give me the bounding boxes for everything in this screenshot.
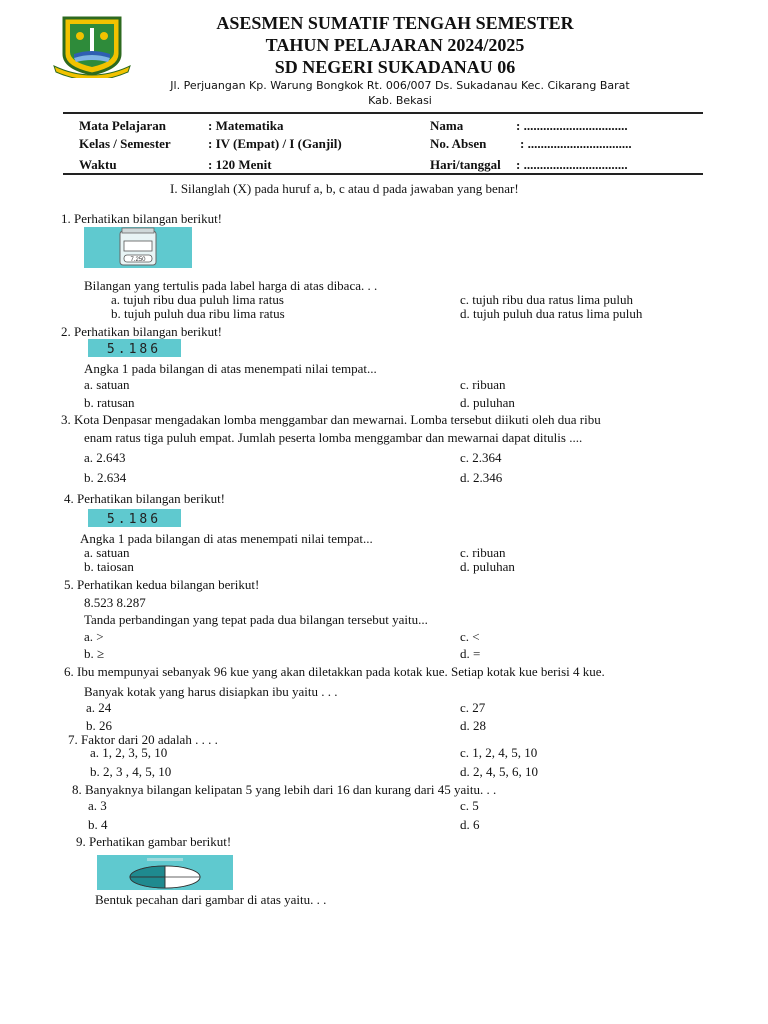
question-7-option-a[interactable]: a. 1, 2, 3, 5, 10	[90, 745, 168, 760]
price-label-picture	[84, 227, 192, 268]
class-label: Kelas / Semester	[79, 136, 171, 151]
absen-field[interactable]: : ................................	[520, 136, 632, 151]
school-logo	[52, 14, 132, 78]
question-4-text: 4. Perhatikan bilangan berikut!	[64, 491, 226, 506]
question-7-text: 7. Faktor dari 20 adalah . . . .	[68, 732, 218, 747]
question-6-text: 6. Ibu mempunyai sebanyak 96 kue yang akan diletakkan pada kotak kue. Setiap kotak kue berisi 4 kue.	[64, 664, 605, 679]
question-2-stem: Angka 1 pada bilangan di atas menempati nilai tempat...	[84, 361, 377, 376]
academic-year: TAHUN PELAJARAN 2024/2025	[265, 35, 525, 55]
number-picture-value: 5.186	[106, 342, 162, 357]
question-3-text: 3. Kota Denpasar mengadakan lomba menggambar dan mewarnai. Lomba tersebut diikuti oleh dua ribu	[61, 412, 601, 427]
question-3-option-a[interactable]: a. 2.643	[84, 450, 126, 465]
question-5-option-c[interactable]: c. <	[460, 629, 480, 644]
question-8-option-d[interactable]: d. 6	[460, 817, 480, 832]
question-3-option-d[interactable]: d. 2.346	[460, 470, 503, 485]
question-9-text: 9. Perhatikan gambar berikut!	[76, 834, 232, 849]
question-7-option-b[interactable]: b. 2, 3 , 4, 5, 10	[90, 764, 172, 779]
question-5-option-d[interactable]: d. =	[460, 646, 481, 661]
question-5-stem: Tanda perbandingan yang tepat pada dua bilangan tersebut yaitu...	[84, 612, 428, 627]
question-3-option-c[interactable]: c. 2.364	[460, 450, 502, 465]
question-5-option-a[interactable]: a. >	[84, 629, 104, 644]
question-6-option-a[interactable]: a. 24	[86, 700, 112, 715]
school-address: Jl. Perjuangan Kp. Warung Bongkok Rt. 006/007 Ds. Sukadanau Kec. Cikarang Barat	[170, 79, 630, 92]
name-field[interactable]: : ................................	[516, 118, 628, 133]
question-3-text-cont: enam ratus tiga puluh empat. Jumlah peserta lomba menggambar dan mewarnai dapat ditulis ....	[84, 430, 583, 445]
question-6-stem: Banyak kotak yang harus disiapkan ibu yaitu . . .	[84, 684, 338, 699]
question-5-numbers: 8.523 8.287	[84, 595, 146, 610]
question-3-option-b[interactable]: b. 2.634	[84, 470, 127, 485]
price-tag-value: 7.250	[130, 257, 146, 263]
question-2-option-a[interactable]: a. satuan	[84, 377, 130, 392]
time-label: Waktu	[79, 157, 117, 172]
question-7-option-c[interactable]: c. 1, 2, 4, 5, 10	[460, 745, 538, 760]
question-1-stem: Bilangan yang tertulis pada label harga di atas dibaca. . .	[84, 278, 378, 293]
question-6-option-c[interactable]: c. 27	[460, 700, 486, 715]
date-label: Hari/tanggal	[430, 157, 501, 172]
question-2-option-d[interactable]: d. puluhan	[460, 395, 515, 410]
question-5-text: 5. Perhatikan kedua bilangan berikut!	[64, 577, 260, 592]
time-value: : 120 Menit	[208, 157, 272, 172]
question-1-option-c[interactable]: c. tujuh ribu dua ratus lima puluh	[460, 292, 633, 307]
question-2-text: 2. Perhatikan bilangan berikut!	[61, 324, 223, 339]
name-label: Nama	[430, 118, 464, 133]
number-picture-2	[88, 509, 181, 527]
question-9-stem: Bentuk pecahan dari gambar di atas yaitu. . .	[95, 892, 327, 907]
question-8-option-a[interactable]: a. 3	[88, 798, 107, 813]
question-4-option-c[interactable]: c. ribuan	[460, 545, 506, 560]
instruction-text: I. Silanglah (X) pada huruf a, b, c atau d pada jawaban yang benar!	[170, 181, 519, 196]
absen-label: No. Absen	[430, 136, 487, 151]
header-divider-bottom	[63, 173, 703, 175]
fraction-circle-picture	[97, 855, 233, 890]
question-8-option-b[interactable]: b. 4	[88, 817, 108, 832]
header-divider-top	[63, 112, 703, 114]
question-1-option-a[interactable]: a. tujuh ribu dua puluh lima ratus	[111, 292, 284, 307]
question-2-option-b[interactable]: b. ratusan	[84, 395, 135, 410]
question-5-option-b[interactable]: b. ≥	[84, 646, 105, 661]
school-name: SD NEGERI SUKADANAU 06	[274, 57, 516, 77]
question-1-option-d[interactable]: d. tujuh puluh dua ratus lima puluh	[460, 306, 643, 321]
question-4-stem: Angka 1 pada bilangan di atas menempati nilai tempat...	[80, 531, 373, 546]
date-field[interactable]: : ................................	[516, 157, 628, 172]
subject-value: : Matematika	[208, 118, 284, 133]
question-8-option-c[interactable]: c. 5	[460, 798, 479, 813]
exam-title: ASESMEN SUMATIF TENGAH SEMESTER	[216, 13, 574, 33]
subject-label: Mata Pelajaran	[79, 118, 167, 133]
question-1-text: 1. Perhatikan bilangan berikut!	[61, 211, 223, 226]
class-value: : IV (Empat) / I (Ganjil)	[208, 136, 342, 151]
question-4-option-a[interactable]: a. satuan	[84, 545, 130, 560]
question-7-option-d[interactable]: d. 2, 4, 5, 6, 10	[460, 764, 538, 779]
number-picture-2-value: 5.186	[106, 512, 162, 527]
question-6-option-d[interactable]: d. 28	[460, 718, 486, 733]
question-8-text: 8. Banyaknya bilangan kelipatan 5 yang lebih dari 16 dan kurang dari 45 yaitu. . .	[72, 782, 497, 797]
question-4-option-b[interactable]: b. taiosan	[84, 559, 134, 574]
question-2-option-c[interactable]: c. ribuan	[460, 377, 506, 392]
school-regency: Kab. Bekasi	[368, 94, 432, 107]
number-picture	[88, 339, 181, 357]
question-4-option-d[interactable]: d. puluhan	[460, 559, 515, 574]
question-6-option-b[interactable]: b. 26	[86, 718, 112, 733]
question-1-option-b[interactable]: b. tujuh puluh dua ribu lima ratus	[111, 306, 285, 321]
